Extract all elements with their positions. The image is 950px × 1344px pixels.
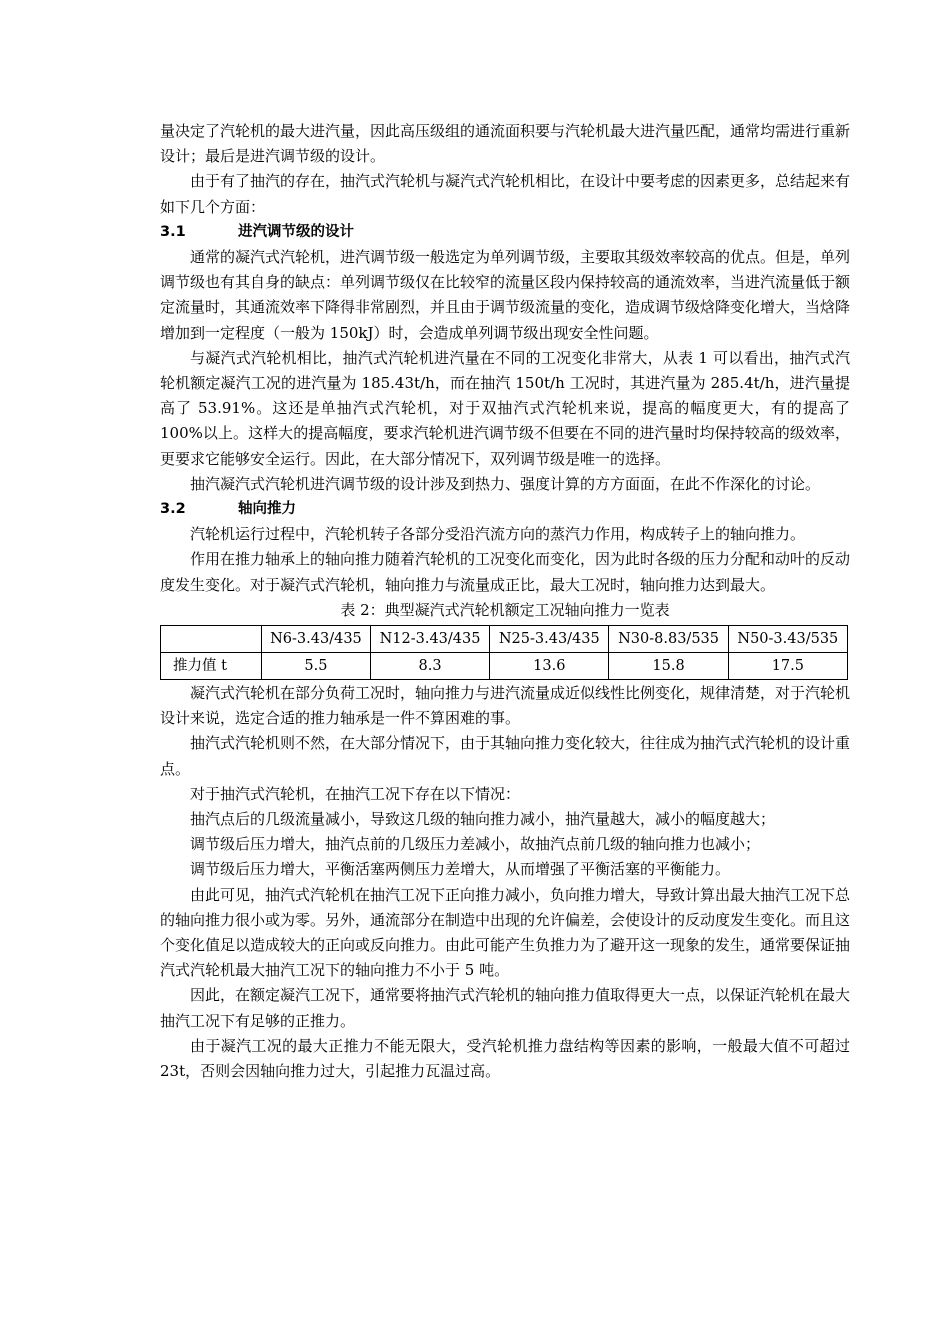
document-page <box>160 119 850 1084</box>
thrust-table <box>160 625 848 680</box>
table-header-cell: N12-3.43/435 <box>370 626 489 653</box>
list-item: 调节级后压力增大，抽汽点前的几级压力差减小，故抽汽点前几级的轴向推力也减小； <box>190 835 761 854</box>
paragraph: 由于凝汽工况的最大正推力不能无限大，受汽轮机推力盘结构等因素的影响，一般最大值不可超过 23t，否则会因轴向推力过大，引起推力瓦温过高。 <box>160 1036 850 1081</box>
table-header-cell <box>161 626 262 653</box>
section-heading-3-2 <box>160 497 850 522</box>
section-title: 进汽调节级的设计 <box>238 223 354 240</box>
paragraph: 因此，在额定凝汽工况下，通常要将抽汽式汽轮机的轴向推力值取得更大一点，以保证汽轮机在最大抽汽工况下有足够的正推力。 <box>160 986 851 1030</box>
table-header-cell: N6-3.43/435 <box>262 626 371 653</box>
paragraph: 抽汽式汽轮机则不然，在大部分情况下，由于其轴向推力变化较大，往往成为抽汽式汽轮机的设计重点。 <box>160 734 851 778</box>
table-header-cell: N30-8.83/535 <box>609 626 728 653</box>
table-cell: 8.3 <box>370 653 489 680</box>
paragraph: 由于有了抽汽的存在，抽汽式汽轮机与凝汽式汽轮机相比，在设计中要考虑的因素更多，总结起来有如下几个方面： <box>160 172 851 216</box>
paragraph: 汽轮机运行过程中，汽轮机转子各部分受沿汽流方向的蒸汽力作用，构成转子上的轴向推力。 <box>190 525 806 544</box>
table-cell: 15.8 <box>609 653 728 680</box>
table-header-cell: N50-3.43/535 <box>728 626 847 653</box>
paragraph: 凝汽式汽轮机在部分负荷工况时，轴向推力与进汽流量成近似线性比例变化，规律清楚，对于汽轮机设计来说，选定合适的推力轴承是一件不算困难的事。 <box>160 684 851 728</box>
paragraph: 由此可见，抽汽式汽轮机在抽汽工况下正向推力减小，负向推力增大，导致计算出最大抽汽工况下总的轴向推力很小或为零。另外，通流部分在制造中出现的允许偏差，会使设计的反动度发生变化。而且这个变化值足以造成较大的正向或反向推力。由此可能产生负推力为了避开这一现象的发生，通常要保证抽汽式汽轮机最大抽汽工况下的轴向推力不小于 5 吨。 <box>160 885 851 980</box>
paragraph: 量决定了汽轮机的最大进汽量，因此高压级组的通流面积要与汽轮机最大进汽量匹配，通常均需进行重新设计；最后是进汽调节级的设计。 <box>160 122 851 166</box>
table-cell: 5.5 <box>262 653 371 680</box>
list-item: 抽汽点后的几级流量减小，导致这几级的轴向推力减小，抽汽量越大，减小的幅度越大； <box>190 810 776 829</box>
paragraph: 作用在推力轴承上的轴向推力随着汽轮机的工况变化而变化，因为此时各级的压力分配和动叶的反动度发生变化。对于凝汽式汽轮机，轴向推力与流量成正比，最大工况时，轴向推力达到最大。 <box>160 550 851 594</box>
table-header-cell: N25-3.43/435 <box>490 626 609 653</box>
section-number: 3.2 <box>160 501 186 518</box>
table-row <box>161 653 848 680</box>
table-header-row <box>161 626 848 653</box>
paragraph: 对于抽汽式汽轮机，在抽汽工况下存在以下情况： <box>190 784 521 803</box>
section-number: 3.1 <box>160 223 186 240</box>
paragraph: 与凝汽式汽轮机相比，抽汽式汽轮机进汽量在不同的工况变化非常大，从表 1 可以看出，抽汽式汽轮机额定凝汽工况的进汽量为 185.43t/h，而在抽汽 150t/h 工况时，其进汽量为 285.4t/h，进汽量提高了 53.91%。这还是单抽汽式汽轮机，对于双抽汽式汽轮机来说，提高的幅度更大，有的提高了 100%以上。这样大的提高幅度，要求汽轮机进汽调节级不但要在不同的进汽量时均保持较高的级效率，更要求它能够安全运行。因此，在大部分情况下，双列调节级是唯一的选择。 <box>160 348 850 468</box>
section-title: 轴向推力 <box>238 501 296 518</box>
table-cell: 13.6 <box>490 653 609 680</box>
table-row-label: 推力值 t <box>161 653 262 680</box>
section-heading-3-1 <box>160 220 850 245</box>
paragraph: 抽汽凝汽式汽轮机进汽调节级的设计涉及到热力、强度计算的方方面面，在此不作深化的讨论。 <box>190 474 821 493</box>
paragraph: 通常的凝汽式汽轮机，进汽调节级一般选定为单列调节级，主要取其级效率较高的优点。但是，单列调节级也有其自身的缺点：单列调节级仅在比较窄的流量区段内保持较高的通流效率，当进汽流量低于额定流量时，其通流效率下降得非常剧烈，并且由于调节级流量的变化，造成调节级焓降变化增大，当焓降增加到一定程度（一般为 150kJ）时，会造成单列调节级出现安全性问题。 <box>160 248 851 342</box>
list-item: 调节级后压力增大，平衡活塞两侧压力差增大，从而增强了平衡活塞的平衡能力。 <box>190 860 731 879</box>
table-cell: 17.5 <box>728 653 847 680</box>
table-caption: 表 2：典型凝汽式汽轮机额定工况轴向推力一览表 <box>340 600 670 619</box>
